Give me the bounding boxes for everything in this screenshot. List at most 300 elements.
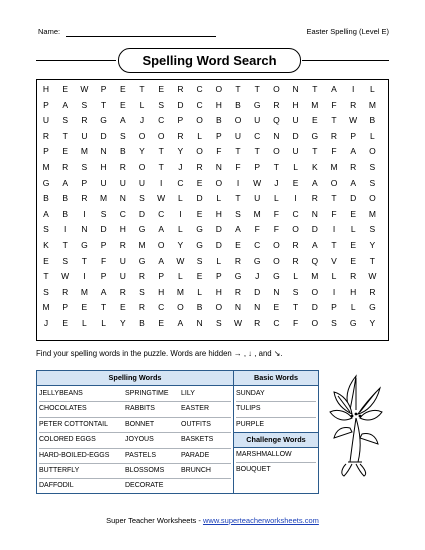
spelling-word: JELLYBEANS [39,390,83,397]
grid-letter: L [178,224,183,235]
grid-letter: J [43,318,49,328]
challenge-words-header: Challenge Words [234,432,318,448]
grid-letter: L [293,162,298,172]
spelling-word: PASTELS [125,451,156,459]
instructions: Find your spelling words in the puzzle. Words are hidden → , ↓ , and ↘. [36,349,283,358]
grid-letter: E [235,240,241,250]
spelling-word: CHOCOLATES [39,405,87,413]
grid-letter: C [177,177,184,188]
grid-letter: U [234,130,242,141]
grid-letter: J [139,115,145,126]
grid-letter: T [254,146,260,157]
grid-letter: T [100,99,107,110]
spelling-word: EASTER [181,405,210,413]
grid-letter: U [42,115,50,126]
grid-letter: T [254,84,260,94]
grid-letter: O [215,84,223,94]
grid-letter: S [139,193,145,204]
grid-letter: M [100,193,108,204]
basic-word: TULIPS [236,405,261,413]
grid-letter: U [119,177,126,188]
grid-letter: J [178,162,183,172]
grid-letter: S [43,286,49,297]
grid-letter: H [100,162,107,172]
grid-letter: L [178,271,183,282]
grid-letter: S [158,99,165,110]
grid-letter: S [139,286,145,297]
grid-letter: O [196,146,203,157]
grid-letter: O [292,224,299,235]
grid-letter: L [370,84,375,94]
grid-letter: N [100,146,107,157]
spelling-word: COLORED EGGS [39,436,96,444]
grid-letter: F [216,146,222,157]
grid-letter: C [119,208,126,219]
grid-letter: S [215,318,222,328]
spelling-word: PARADE [181,451,210,459]
grid-letter: W [233,318,243,328]
grid-letter: R [62,162,69,172]
grid-letter: O [311,286,319,297]
grid-letter: C [254,240,261,250]
grid-letter: G [42,177,50,188]
grid-letter: R [177,130,184,141]
grid-letter: R [369,286,376,297]
grid-letter: U [81,130,88,141]
grid-letter: D [100,224,107,235]
grid-letter: P [177,115,184,126]
grid-letter: W [368,271,377,282]
basic-word: SUNDAY [236,390,265,397]
grid-letter: T [331,115,337,126]
grid-letter: O [369,193,376,204]
grid-letter: B [62,208,69,219]
grid-letter: M [311,99,319,110]
grid-letter: M [80,286,88,297]
grid-letter: B [139,318,145,328]
list-rule [39,478,231,479]
grid-letter: H [215,99,222,110]
grid-letter: R [292,240,299,250]
grid-letter: O [138,130,146,141]
grid-letter: R [273,99,280,110]
spelling-word: DAFFODIL [39,482,74,490]
grid-letter: L [350,224,356,235]
grid-letter: M [311,271,319,282]
grid-letter: N [311,208,318,219]
grid-letter: E [62,318,69,328]
grid-letter: E [350,240,357,250]
footer-prefix: Super Teacher Worksheets - [106,516,203,525]
grid-letter: A [100,286,107,297]
grid-letter: D [254,286,261,297]
name-line [66,36,216,37]
grid-letter: P [62,302,69,313]
grid-letter: R [119,240,126,250]
grid-letter: O [157,130,165,141]
grid-letter: W [80,84,89,94]
grid-letter: Y [177,240,184,250]
grid-letter: N [254,302,261,313]
grid-letter: E [196,177,203,188]
grid-letter: Y [369,240,376,250]
grid-letter: U [100,177,107,188]
grid-letter: W [157,193,166,204]
grid-letter: U [138,177,146,188]
grid-letter: G [138,224,146,235]
grid-letter: T [273,162,279,172]
grid-letter: G [196,224,203,235]
grid-letter: O [215,177,223,188]
grid-letter: B [119,146,126,157]
footer [0,516,425,525]
grid-letter: I [83,271,86,282]
spelling-word: LILY [181,390,195,397]
grid-letter: D [311,302,318,313]
grid-letter: F [331,208,337,219]
grid-letter: A [62,177,69,188]
grid-letter: T [235,84,241,94]
grid-letter: R [138,302,146,313]
grid-letter: O [273,146,280,157]
grid-letter: M [176,286,184,297]
spelling-word: JOYOUS [125,436,154,444]
grid-letter: F [292,318,299,328]
grid-letter: E [292,177,299,188]
grid-letter: G [273,271,280,282]
grid-letter: R [138,271,146,282]
grid-letter: T [331,240,337,250]
spelling-word: BLOSSOMS [125,467,165,474]
grid-letter: G [311,130,319,141]
grid-letter: Q [311,255,319,266]
grid-letter: O [311,318,319,328]
grid-letter: O [273,240,280,250]
grid-letter: G [234,271,242,282]
grid-letter: A [43,208,49,219]
grid-letter: C [254,130,261,141]
grid-letter: V [331,255,337,266]
grid-letter: I [332,286,336,297]
grid-letter: E [273,302,280,313]
list-rule [39,417,231,418]
spelling-word: OUTFITS [181,420,211,428]
grid-letter: S [62,255,69,266]
column-divider [233,371,234,493]
grid-letter: L [331,271,337,282]
grid-letter: U [119,271,126,282]
grid-letter: U [292,115,299,126]
grid-letter: S [100,208,107,219]
grid-letter: R [81,115,88,126]
grid-letter: H [292,99,299,110]
grid-letter: T [139,84,145,94]
grid-letter: R [177,84,184,94]
grid-letter: I [294,193,297,204]
grid-letter: M [42,302,50,313]
grid-letter: R [350,271,357,282]
grid-letter: A [331,84,337,94]
grid-letter: N [81,224,88,235]
spelling-word: HARD-BOILED-EGGS [39,451,110,459]
grid-letter: L [216,255,222,266]
grid-letter: E [119,302,126,313]
grid-letter: U [119,255,126,266]
grid-letter: D [215,224,222,235]
grid-letter: N [215,162,222,172]
grid-letter: I [179,208,182,219]
grid-letter: H [119,224,126,235]
grid-letter: W [176,255,185,266]
grid-letter: B [43,193,49,204]
grid-letter: A [119,115,126,126]
grid-letter: G [369,302,376,313]
grid-letter: Y [177,146,184,157]
list-rule [39,432,231,433]
grid-letter: E [62,146,69,157]
grid-letter: T [292,302,299,313]
grid-letter: O [330,177,338,188]
list-rule [39,448,231,449]
grid-letter: B [215,115,222,126]
grid-letter: N [273,286,280,297]
spelling-word: BUTTERFLY [39,467,80,474]
word-lists [36,370,319,494]
grid-letter: E [158,318,165,328]
grid-letter: M [253,208,261,219]
grid-letter: N [234,302,242,313]
grid-letter: E [43,255,49,266]
grid-letter: T [312,84,318,94]
spelling-word: BONNET [125,420,155,428]
grid-letter: I [64,224,67,235]
grid-letter: D [215,240,222,250]
grid-letter: T [235,193,241,204]
grid-letter: R [42,130,50,141]
grid-letter: C [158,302,165,313]
grid-letter: T [158,146,164,157]
grid-letter: U [292,146,299,157]
grid-letter: I [352,84,355,94]
grid-letter: P [215,271,222,282]
grid-letter: A [177,318,184,328]
spelling-word: PETER COTTONTAIL [39,420,108,428]
grid-letter: F [273,208,279,219]
grid-letter: O [369,146,376,157]
spelling-word: RABBITS [125,405,155,413]
grid-letter: E [350,255,357,266]
grid-letter: E [81,302,88,313]
grid-letter: I [83,208,86,219]
grid-letter: L [293,271,298,282]
grid-letter: A [350,146,357,157]
grid-letter: J [274,177,279,188]
grid-letter: B [62,193,69,204]
grid-letter: S [369,177,376,188]
basic-words-header: Basic Words [234,371,318,386]
list-rule [236,417,316,418]
grid-letter: M [138,240,146,250]
spelling-word: BRUNCH [181,467,211,474]
grid-letter: L [216,193,222,204]
grid-letter: R [311,193,318,204]
grid-letter: T [62,240,68,250]
footer-link[interactable]: www.superteacherworksheets.com [202,516,319,525]
grid-letter: H [215,286,222,297]
grid-letter: E [311,115,318,126]
grid-letter: W [61,271,70,282]
grid-letter: P [43,146,49,157]
title-rule-left [36,60,116,61]
grid-letter: S [62,115,69,126]
grid-letter: R [234,286,242,297]
grid-letter: H [350,286,357,297]
grid-letter: C [196,99,203,110]
grid-letter: C [292,208,299,219]
grid-letter: B [235,99,241,110]
grid-letter: Y [369,318,376,328]
grid-letter: F [235,162,241,172]
grid-letter: A [158,224,165,235]
grid-letter: C [196,84,203,94]
grid-letter: A [311,177,318,188]
grid-letter: P [215,130,222,141]
grid-letter: R [330,130,338,141]
grid-letter: O [234,115,242,126]
grid-letter: F [100,255,107,266]
grid-letter: L [82,318,87,328]
spelling-words-header: Spelling Words [37,371,234,386]
grid-letter: T [369,255,375,266]
grid-letter: A [350,177,357,188]
grid-letter: C [273,318,280,328]
grid-letter: G [253,255,261,266]
grid-letter: G [81,240,88,250]
grid-letter: T [331,193,337,204]
grid-letter: A [158,255,165,266]
grid-letter: D [196,193,203,204]
grid-letter: H [215,208,222,219]
grid-letter: E [196,271,203,282]
grid-letter: M [80,146,88,157]
grid-letter: L [178,193,183,204]
grid-letter: H [42,84,50,94]
grid-letter: I [332,224,336,235]
grid-letter: P [43,99,49,110]
list-rule [39,401,231,402]
grid-letter: O [273,84,280,94]
grid-letter: L [101,318,106,328]
grid-letter: F [331,146,337,157]
grid-letter: G [253,99,261,110]
grid-letter: R [350,99,357,110]
grid-letter: F [254,224,260,235]
grid-letter: E [119,84,126,94]
grid-letter: M [368,99,376,110]
grid-letter: R [119,162,126,172]
grid-letter: R [234,255,242,266]
grid-letter: D [311,224,318,235]
grid-letter: D [100,130,107,141]
grid-letter: C [158,208,165,219]
grid-letter: F [331,99,337,110]
grid-letter: S [235,208,241,219]
grid-letter: G [100,115,107,126]
grid-letter: P [350,130,357,141]
spelling-word: DECORATE [125,482,164,490]
spelling-word: BASKETS [181,436,214,444]
grid-letter: D [138,208,146,219]
grid-letter: S [196,255,203,266]
grid-letter: S [81,99,88,110]
grid-letter: T [62,130,68,141]
grid-letter: A [311,240,318,250]
grid-letter: U [254,115,261,126]
grid-letter: W [349,115,358,126]
grid-letter: T [81,255,87,266]
grid-letter: E [62,84,69,94]
grid-letter: P [254,162,261,172]
name-label: Name: [38,27,61,36]
grid-letter: C [158,115,165,126]
grid-letter: M [330,162,338,172]
grid-letter: P [100,84,107,94]
page-title: Spelling Word Search [118,48,301,73]
grid-letter: D [177,99,184,110]
grid-letter: P [81,177,88,188]
grid-letter: K [311,162,318,172]
grid-letter: I [160,177,163,188]
grid-letter: I [236,177,240,188]
grid-letter: J [255,271,260,282]
grid-letter: T [235,146,241,157]
grid-letter: S [369,224,376,235]
grid-letter: S [81,162,88,172]
grid-letter: E [196,208,203,219]
grid-letter: U [254,193,261,204]
grid-letter: Q [273,115,280,126]
grid-letter: L [350,302,356,313]
title-rule-right [302,60,389,61]
grid-letter: R [119,286,126,297]
grid-letter: O [157,240,165,250]
grid-letter: T [43,271,49,282]
grid-letter: R [81,193,88,204]
grid-letter: W [253,177,262,188]
grid-letter: G [196,240,203,250]
grid-letter: T [312,146,318,157]
grid-letter: S [292,286,299,297]
basic-word: PURPLE [236,420,265,428]
grid-letter: S [43,224,49,235]
grid-letter: R [254,318,261,328]
grid-letter: D [292,130,299,141]
grid-letter: E [119,99,126,110]
challenge-word: BOUQUET [236,466,271,474]
grid-letter: A [235,224,241,235]
grid-letter: B [369,115,376,126]
list-rule [236,401,316,402]
grid-letter: O [138,162,146,172]
grid-letter: M [42,162,50,172]
grid-letter: G [349,318,357,328]
grid-letter: O [177,302,184,313]
grid-letter: P [100,271,107,282]
grid-letter: M [368,208,376,219]
grid-letter: H [158,286,165,297]
grid-letter: L [370,130,375,141]
grid-letter: L [197,286,202,297]
